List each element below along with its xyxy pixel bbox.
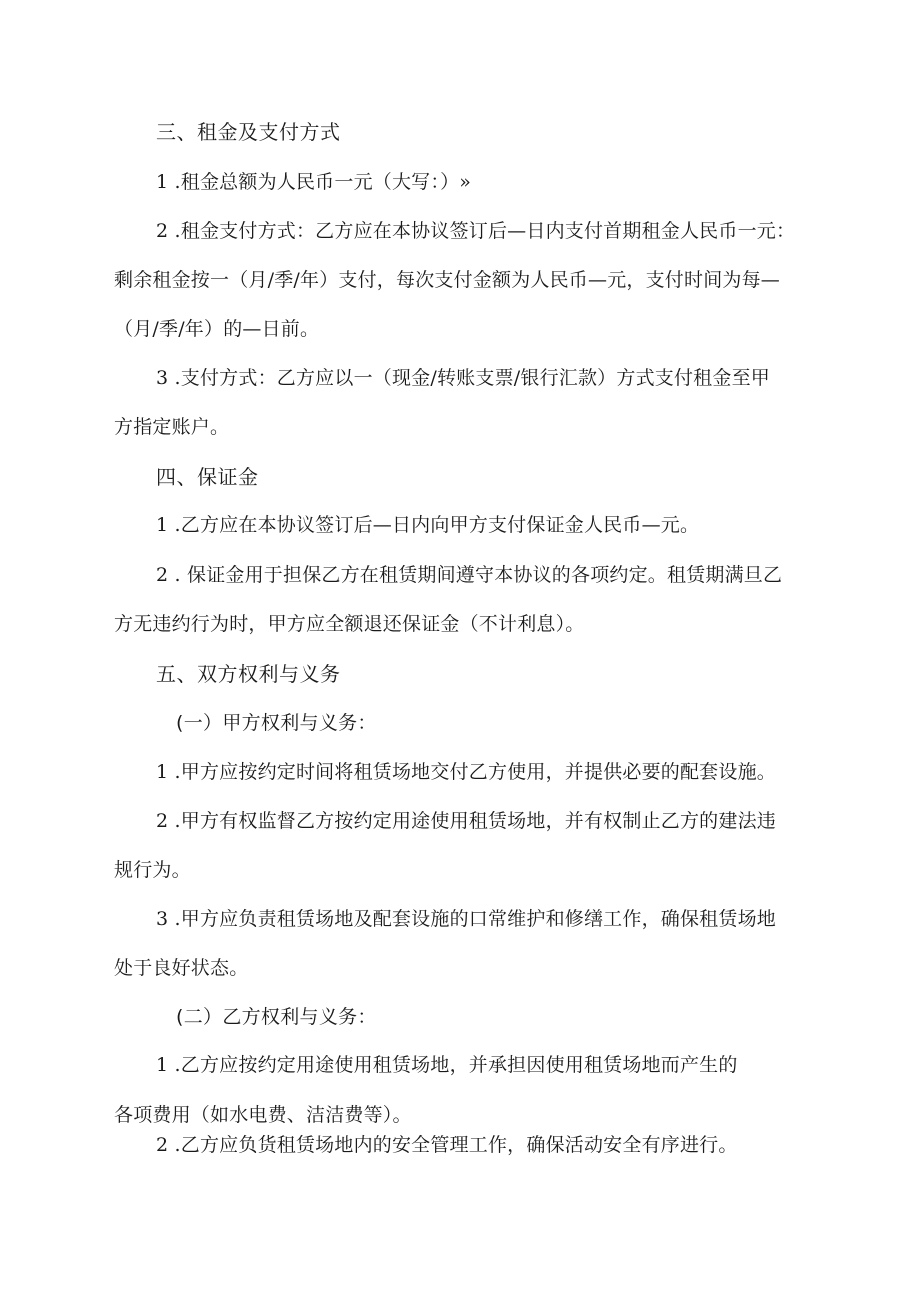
section-3-item-2-line-1: 2 .租金支付方式：乙方应在本协议签订后—日内支付首期租金人民币一元： xyxy=(156,220,796,242)
party-a-item-3-line-2: 处于良好状态。 xyxy=(114,957,249,979)
section-4-item-2-line-2: 方无违约行为时，甲方应全额退还保证金（不计利息）。 xyxy=(114,613,585,635)
party-b-heading: (二）乙方权利与义务： xyxy=(176,1006,377,1028)
section-4-item-2-line-1: 2 . 保证金用于担保乙方在租赁期间遵守本协议的各项约定。租赁期满旦乙 xyxy=(156,564,783,586)
section-5-heading: 五、双方权利与义务 xyxy=(156,662,341,686)
party-a-heading: (一）甲方权利与义务： xyxy=(176,712,377,734)
party-a-item-1: 1 .甲方应按约定时间将租赁场地交付乙方使用，并提供必要的配套设施。 xyxy=(156,761,776,783)
party-a-item-3-line-1: 3 .甲方应负责租赁场地及配套设施的口常维护和修缮工作，确保租赁场地 xyxy=(156,908,776,930)
section-3-item-2-line-2: 剩余租金按一（月/季/年）支付，每次支付金额为人民币—元，支付时间为每— xyxy=(114,269,781,291)
section-3-heading: 三、租金及支付方式 xyxy=(156,120,341,144)
section-4-item-1: 1 .乙方应在本协议签订后—日内向甲方支付保证金人民币—元。 xyxy=(156,514,700,536)
party-b-item-1-line-2: 各项费用（如水电费、洁洁费等）。 xyxy=(114,1104,412,1126)
section-3-item-3-line-1: 3 .支付方式：乙方应以一（现金/转账支票/银行汇款）方式支付租金至甲 xyxy=(156,367,770,389)
party-b-item-2: 2 .乙方应负货租赁场地内的安全管理工作，确保活动安全有序进行。 xyxy=(156,1134,738,1156)
section-3-item-2-line-3: （月/季/年）的—日前。 xyxy=(114,318,320,340)
party-a-item-2-line-2: 规行为。 xyxy=(114,859,191,881)
section-3-item-1: 1 .租金总额为人民币一元（大写：）» xyxy=(156,171,472,193)
section-3-item-3-line-2: 方指定账户。 xyxy=(114,416,230,438)
party-b-item-1-line-1: 1 .乙方应按约定用途使用租赁场地，并承担因使用租赁场地而产生的 xyxy=(156,1054,738,1076)
party-a-item-2-line-1: 2 .甲方有权监督乙方按约定用途使用租赁场地，并有权制止乙方的建法违 xyxy=(156,810,776,832)
section-4-heading: 四、保证金 xyxy=(156,465,259,489)
